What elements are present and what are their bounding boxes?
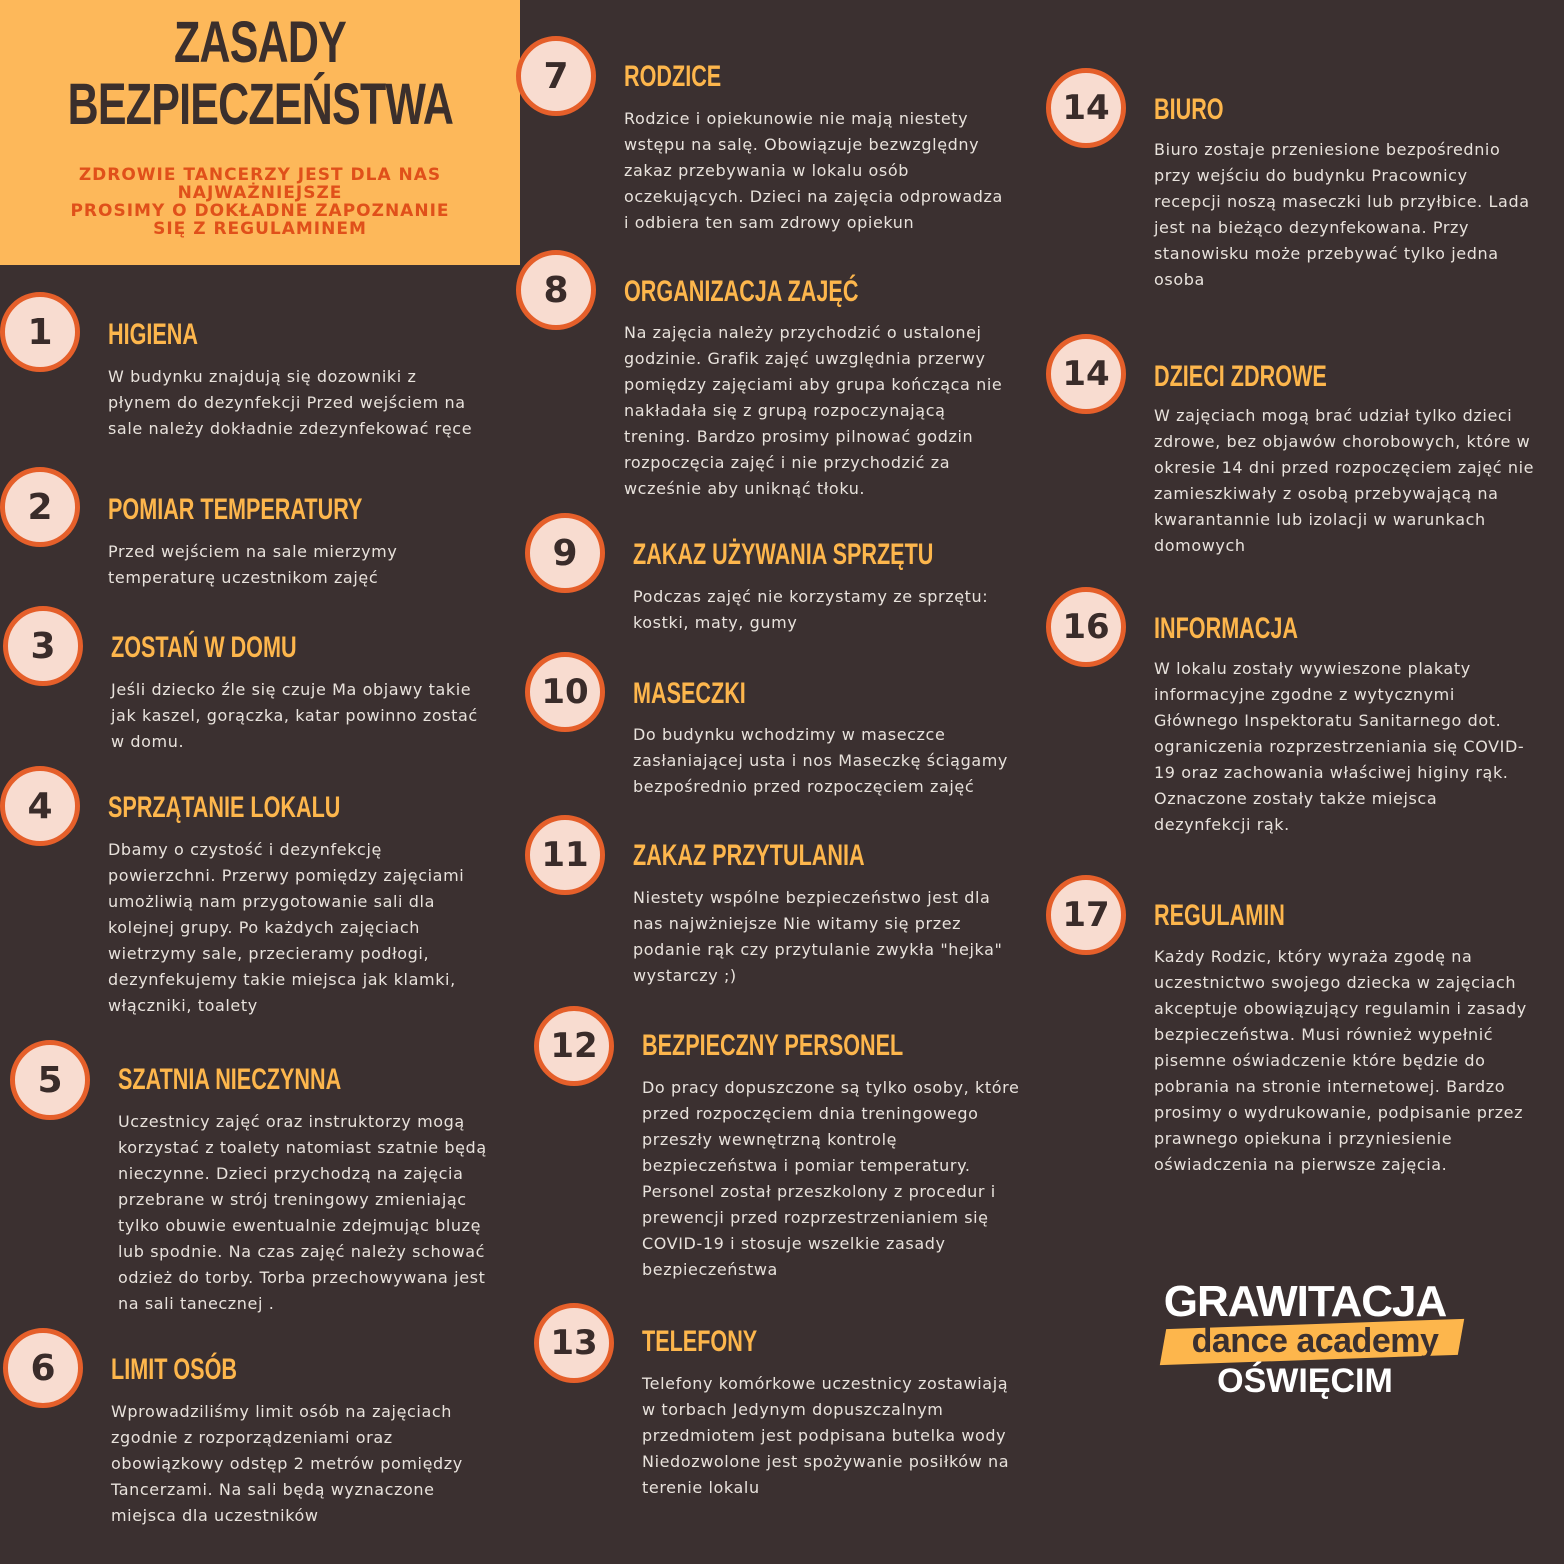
logo-brand-name: GRAWITACJA [1163,1277,1447,1326]
rule-description-line: ograniczenia rozprzestrzeniania się COVID- [1154,737,1525,756]
rule-description-line: zasłaniającej usta i nos Maseczkę ściągamy [633,751,1009,770]
rule-description [108,539,397,591]
rule-number-badge: 5 [10,1040,90,1120]
rule-description-line: podanie rąk czy przytulanie zwykła "hejka" [633,940,1003,959]
logo-tagline: dance academy [1191,1322,1439,1360]
rule-number-badge: 14 [1046,68,1126,148]
rule-number-badge: 11 [525,815,605,895]
rule-description [633,722,1008,800]
rule-description-line: dezynfekujemy takie miejsca jak klamki, [108,970,456,989]
rule-description-line: nieczynne. Dzieci przychodzą na zajęcia [118,1164,464,1183]
rule-description-line: Na zajęcia należy przychodzić o ustalonej [624,323,982,342]
rule-title: BEZPIECZNY PERSONEL [642,1029,904,1062]
rule-description-line: Niestety wspólne bezpieczeństwo jest dla [633,888,991,907]
rule-description-line: Do pracy dopuszczone są tylko osoby, które [642,1078,1020,1097]
rule-description-line: uczestnictwo swojego dziecka w zajęciach [1154,973,1517,992]
rule-description-line: Podczas zajęć nie korzystamy ze sprzętu: [633,587,989,606]
rule-description-line: przedmiotem jest podpisana butelka wody [642,1426,1007,1445]
rule-description-line: recepcji noszą maseczki lub przyłbice. Lada [1154,192,1530,211]
rule-number-badge: 17 [1046,875,1126,955]
rule-description-line: pisemne oświadczenie które będzie do [1154,1051,1486,1070]
rule-description-line: Rodzice i opiekunowie nie mają niestety [624,109,969,128]
rule-description-line: wstępu na salę. Obowiązuje bezwzględny [624,135,980,154]
subtitle-line: PROSIMY O DOKŁADNE ZAPOZNANIE [70,201,450,221]
rule-description-line: odzież do torby. Torba przechowywana jest [118,1268,486,1287]
rule-description-line: Oznaczone zostały także miejsca [1154,789,1438,808]
rule-description-line: stanowisku może przebywać tylko jedna [1154,244,1499,263]
header-banner [0,0,520,265]
rule-description-line: Niedozwolone jest spożywanie posiłków na [642,1452,1010,1471]
rule-description [1154,944,1527,1178]
rule-number-badge: 9 [525,513,605,593]
rule-description [111,677,478,755]
page-subtitle [30,166,490,238]
rule-number-badge: 13 [534,1303,614,1383]
rule-title: MASECZKI [633,677,746,710]
rule-description [1154,137,1530,293]
rule-description-line: lub spodnie. Na czas zajęć należy schować [118,1242,486,1261]
rule-description-line: Uczestnicy zajęć oraz instruktorzy mogą [118,1112,465,1131]
rule-description-line: 19 oraz zachowania właściwej higiny rąk. [1154,763,1509,782]
rule-description-line: nakładała się z grupą rozpoczynającą [624,401,946,420]
rule-description-line: Biuro zostaje przeniesione bezpośrednio [1154,140,1501,159]
rule-description-line: płynem do dezynfekcji Przed wejściem na [108,393,466,412]
page-title [68,12,453,136]
rule-title: SPRZĄTANIE LOKALU [108,791,341,824]
rule-number-badge: 7 [516,36,596,116]
rule-description-line: wcześnie aby uniknąć tłoku. [624,479,866,498]
rule-description-line: pobrania na stronie internetowej. Bardzo [1154,1077,1506,1096]
rule-description-line: obowiązkowy odstęp 2 metrów pomiędzy [111,1454,463,1473]
rule-title: BIURO [1154,93,1224,126]
rule-description-line: przy wejściu do budynku Pracownicy [1154,166,1468,185]
rule-description-line: COVID-19 i stosuje wszelkie zasady [642,1234,946,1253]
rule-description-line: zamieszkiwały z osobą przebywającą na [1154,484,1499,503]
rule-number-badge: 8 [516,250,596,330]
rule-description-line: informacyjne zgodne z wytycznymi [1154,685,1455,704]
rule-description-line: przeszły wewnętrzną kontrolę [642,1130,898,1149]
rule-description-line: na sali tanecznej . [118,1294,275,1313]
rule-description [633,584,988,636]
rule-description-line: miejsca dla uczestników [111,1506,319,1525]
rule-number-badge: 3 [3,606,83,686]
rule-number-badge: 16 [1046,587,1126,667]
rule-description-line: przed rozpoczęciem dnia treningowego [642,1104,979,1123]
rule-description-line: wystarczy ;) [633,966,737,985]
grawitacja-logo [1140,1278,1470,1408]
rule-description-line: prewencji przed rozprzestrzenianiem się [642,1208,989,1227]
rule-description-line: Do budynku wchodzimy w maseczce [633,725,946,744]
subtitle-line: NAJWAŻNIEJSZE [177,183,343,203]
subtitle-line: SIĘ Z REGULAMINEM [153,219,367,239]
rule-description [1154,403,1534,559]
rule-title: LIMIT OSÓB [111,1353,237,1386]
rule-description-line: w torbach Jedynym dopuszczalnym [642,1400,944,1419]
rule-description-line: W budynku znajdują się dozowniki z [108,367,417,386]
rule-description-line: Tancerzami. Na sali będą wyznaczone [111,1480,435,1499]
rule-description-line: bezpośrednio przed rozpoczęciem zajęć [633,777,975,796]
rule-title: SZATNIA NIECZYNNA [118,1063,342,1096]
rule-description-line: temperaturę uczestnikom zajęć [108,568,379,587]
rule-description-line: przebrane w strój treningowy zmieniając [118,1190,467,1209]
rule-description [108,837,464,1019]
rule-title: POMIAR TEMPERATURY [108,493,363,526]
rule-title: ZAKAZ UŻYWANIA SPRZĘTU [633,538,934,571]
rule-title: RODZICE [624,60,722,93]
rule-number-badge: 10 [525,652,605,732]
rule-number-badge: 4 [0,766,80,846]
rule-description-line: dezynfekcji rąk. [1154,815,1290,834]
rule-description-line: trening. Bardzo prosimy pilnować godzin [624,427,974,446]
rule-title: REGULAMIN [1154,899,1285,932]
rule-description-line: prawnego opiekuna i przyniesienie [1154,1129,1453,1148]
rule-title: ORGANIZACJA ZAJĘĆ [624,275,859,308]
rule-description-line: bezpieczeństwa i pomiar temperatury. [642,1156,971,1175]
rule-description-line: wietrzymy sale, przecieramy podłogi, [108,944,430,963]
rule-description-line: bezpieczeństwa. Musi również wypełnić [1154,1025,1494,1044]
rule-number-badge: 6 [3,1328,83,1408]
rule-description [642,1075,1019,1283]
rule-description-line: W lokalu zostały wywieszone plakaty [1154,659,1471,678]
rule-title: DZIECI ZDROWE [1154,360,1327,393]
rule-description-line: oświadczenia na pierwsze zajęcia. [1154,1155,1448,1174]
rule-title: ZOSTAŃ W DOMU [111,631,297,664]
rule-description-line: Telefony komórkowe uczestnicy zostawiają [642,1374,1009,1393]
rule-description-line: umożliwią nam przygotowanie sali dla [108,892,435,911]
rule-description-line: Personel został przeszkolony z procedur i [642,1182,996,1201]
rule-description-line: Dbamy o czystość i dezynfekcję [108,840,382,859]
rule-description-line: godzinie. Grafik zajęć uwzględnia przerwy [624,349,986,368]
rule-description-line: W zajęciach mogą brać udział tylko dzieci [1154,406,1513,425]
rule-description-line: powierzchni. Przerwy pomiędzy zajęciami [108,866,465,885]
rule-description-line: nas najwżniejsze Nie witamy się przez [633,914,962,933]
rule-number-badge: 12 [534,1006,614,1086]
rule-description [108,364,472,442]
rule-description-line: w domu. [111,732,185,751]
rule-description-line: Każdy Rodzic, który wyraża zgodę na [1154,947,1473,966]
rule-description-line: korzystać z toalety natomiast szatnie będą [118,1138,487,1157]
rule-description-line: Wprowadziliśmy limit osób na zajęciach [111,1402,452,1421]
rule-description-line: jak kaszel, gorączka, katar powinno zostać [111,706,478,725]
rule-description [1154,656,1524,838]
rule-description-line: kolejnej grupy. Po każdych zajęciach [108,918,420,937]
logo-city: OŚWIĘCIM [1217,1362,1393,1400]
rule-description-line: prosimy o wydrukowanie, podpisanie przez [1154,1103,1524,1122]
rule-description [624,320,1002,502]
subtitle-line: ZDROWIE TANCERZY JEST DLA NAS [78,165,442,185]
rule-title: TELEFONY [642,1325,758,1358]
rule-description-line: kostki, maty, gumy [633,613,798,632]
rule-description [633,885,1002,989]
rule-description-line: tylko obuwie ewentualnie zdejmując bluzę [118,1216,482,1235]
rule-description-line: Jeśli dziecko źle się czuje Ma objawy takie [111,680,472,699]
rule-description-line: Głównego Inspektoratu Sanitarnego dot. [1154,711,1502,730]
rule-description-line: sale należy dokładnie zdezynfekować ręce [108,419,473,438]
rule-title: INFORMACJA [1154,612,1298,645]
rule-description-line: kwarantannie lub izolacji w warunkach [1154,510,1486,529]
rule-description [118,1109,487,1317]
rule-description-line: bezpieczeństwa [642,1260,778,1279]
rule-description-line: Przed wejściem na sale mierzymy [108,542,398,561]
rule-description-line: akceptuje obowiązujący regulamin i zasady [1154,999,1527,1018]
rule-description-line: okresie 14 dni przed rozpoczęciem zajęć nie [1154,458,1535,477]
rule-description-line: jest na bieżąco dezynfekowana. Przy [1154,218,1470,237]
rule-description-line: oczekujących. Dzieci na zajęcia odprowadza [624,187,1003,206]
rule-description-line: zdrowe, bez objawów chorobowych, które w [1154,432,1531,451]
title-line: BEZPIECZEŃSTWA [67,72,454,137]
rule-description [111,1399,463,1529]
rule-description-line: włączniki, toalety [108,996,258,1015]
title-line: ZASADY [173,10,347,75]
rule-description-line: rozpoczęcia zajęć i nie przychodzić za [624,453,951,472]
rule-title: HIGIENA [108,318,199,351]
rule-description-line: zgodnie z rozporządzeniami oraz [111,1428,393,1447]
rule-description-line: i odbiera ten sam zdrowy opiekun [624,213,915,232]
rule-description-line: pomiędzy zajęciami aby grupa kończąca nie [624,375,1003,394]
rule-description [624,106,1003,236]
rule-number-badge: 2 [0,467,80,547]
rule-number-badge: 14 [1046,334,1126,414]
rule-description-line: osoba [1154,270,1205,289]
rule-description-line: domowych [1154,536,1246,555]
rule-description-line: terenie lokalu [642,1478,760,1497]
rule-description [642,1371,1009,1501]
rule-title: ZAKAZ PRZYTULANIA [633,839,865,872]
rule-description-line: zakaz przebywania w lokalu osób [624,161,909,180]
rule-number-badge: 1 [0,292,80,372]
